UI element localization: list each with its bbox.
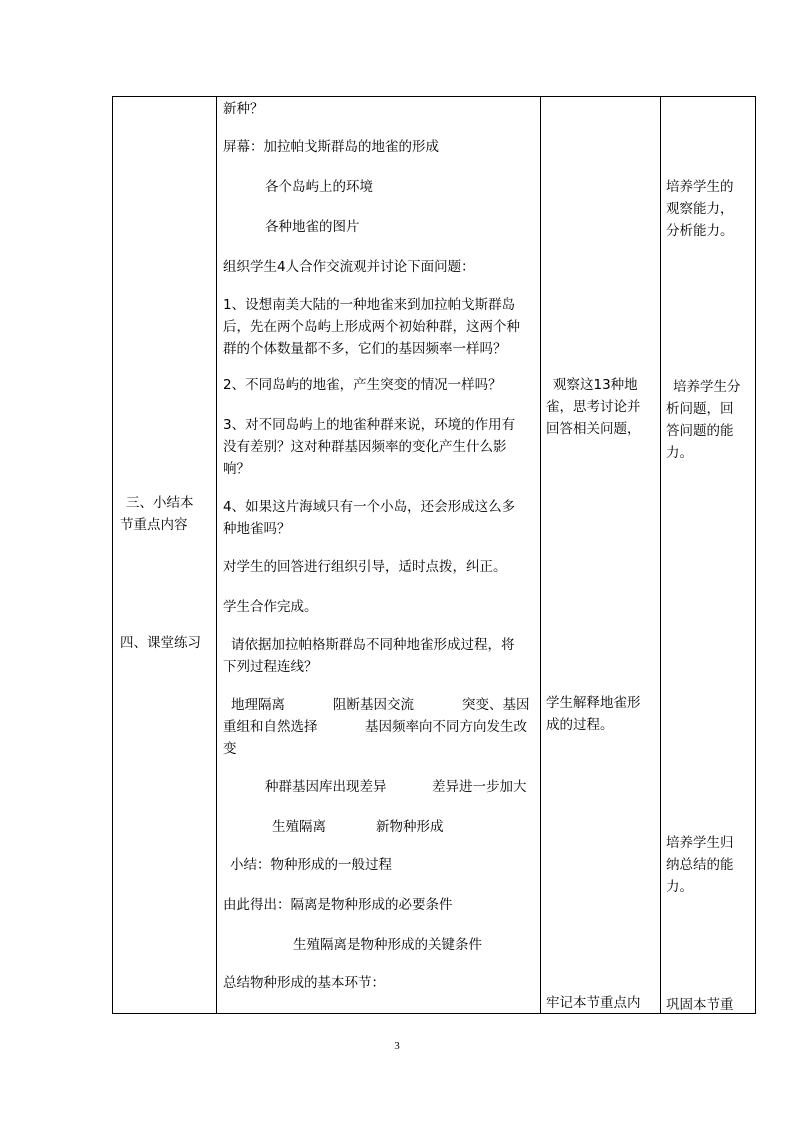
- text-line: 组织学生4人合作交流观并讨论下面问题：: [223, 259, 475, 275]
- page-number: 3: [394, 1040, 400, 1052]
- text-line: 新种？: [223, 101, 264, 117]
- text-line: 种地雀吗？: [223, 521, 291, 537]
- text-line: 由此得出：隔离是物种形成的必要条件: [223, 897, 453, 913]
- process-item: 基因频率向不同方向发生改: [365, 719, 527, 735]
- intent-line: 答问题的能: [666, 423, 734, 439]
- practice-heading: 四、课堂练习: [120, 635, 201, 651]
- lesson-plan-table: [112, 96, 756, 1014]
- process-item: 新物种形成: [376, 819, 444, 835]
- text-line: 对学生的回答进行组织引导，适时点拨，纠正。: [223, 559, 507, 575]
- column-divider: [540, 97, 541, 1013]
- text-line: 群的个体数量都不多，它们的基因频率一样吗？: [223, 341, 507, 357]
- text-line: 总结物种形成的基本环节：: [223, 975, 385, 991]
- text-line: 响？: [223, 461, 250, 477]
- student-activity-line: 雀，思考讨论并: [546, 399, 641, 415]
- text-line: 4、如果这片海域只有一个小岛，还会形成这么多: [223, 499, 516, 515]
- intent-line: 巩固本节重: [666, 997, 734, 1013]
- text-line: 没有差别？这对种群基因频率的变化产生什么影: [223, 439, 507, 455]
- process-item: 阻断基因交流: [333, 697, 414, 713]
- intent-line: 纳总结的能: [666, 857, 734, 873]
- text-line: 生殖隔离是物种形成的关键条件: [293, 937, 482, 953]
- process-item: 变: [223, 741, 237, 757]
- intent-line: 培养学生分: [673, 379, 741, 395]
- summary-heading-line-2: 节重点内容: [120, 517, 188, 533]
- summary-heading-line-1: 三、小结本: [126, 495, 194, 511]
- intent-line: 力。: [666, 445, 693, 461]
- intent-line: 培养学生的: [666, 179, 734, 195]
- column-divider: [660, 97, 661, 1013]
- process-item: 地理隔离: [231, 697, 285, 713]
- text-line: 屏幕：加拉帕戈斯群岛的地雀的形成: [223, 139, 439, 155]
- student-activity-line: 成的过程。: [546, 717, 614, 733]
- text-line: 小结：物种形成的一般过程: [230, 857, 392, 873]
- process-item: 重组和自然选择: [223, 719, 318, 735]
- process-item: 突变、基因: [462, 697, 530, 713]
- text-line: 1、设想南美大陆的一种地雀来到加拉帕戈斯群岛: [223, 297, 516, 313]
- text-line: 请依据加拉帕格斯群岛不同种地雀形成过程，将: [231, 637, 515, 653]
- text-line: 3、对不同岛屿上的地雀种群来说，环境的作用有: [223, 417, 516, 433]
- text-line: 2、不同岛屿的地雀，产生突变的情况一样吗？: [223, 377, 502, 393]
- intent-line: 析问题，回: [666, 401, 734, 417]
- intent-line: 培养学生归: [666, 835, 734, 851]
- student-activity-line: 学生解释地雀形: [546, 695, 641, 711]
- intent-line: 观察能力，: [666, 201, 734, 217]
- student-activity-line: 观察这13种地: [553, 377, 638, 393]
- process-item: 差异进一步加大: [432, 779, 527, 795]
- column-divider: [216, 97, 217, 1013]
- process-item: 种群基因库出现差异: [265, 779, 387, 795]
- process-item: 生殖隔离: [272, 819, 326, 835]
- student-activity-line: 回答相关问题，: [546, 421, 641, 437]
- intent-line: 分析能力。: [666, 223, 734, 239]
- student-activity-line: 牢记本节重点内: [546, 995, 641, 1011]
- intent-line: 力。: [666, 879, 693, 895]
- text-line: 学生合作完成。: [223, 599, 318, 615]
- text-line: 各个岛屿上的环境: [265, 179, 373, 195]
- text-line: 下列过程连线？: [223, 659, 318, 675]
- text-line: 后，先在两个岛屿上形成两个初始种群，这两个种: [223, 319, 520, 335]
- text-line: 各种地雀的图片: [265, 219, 360, 235]
